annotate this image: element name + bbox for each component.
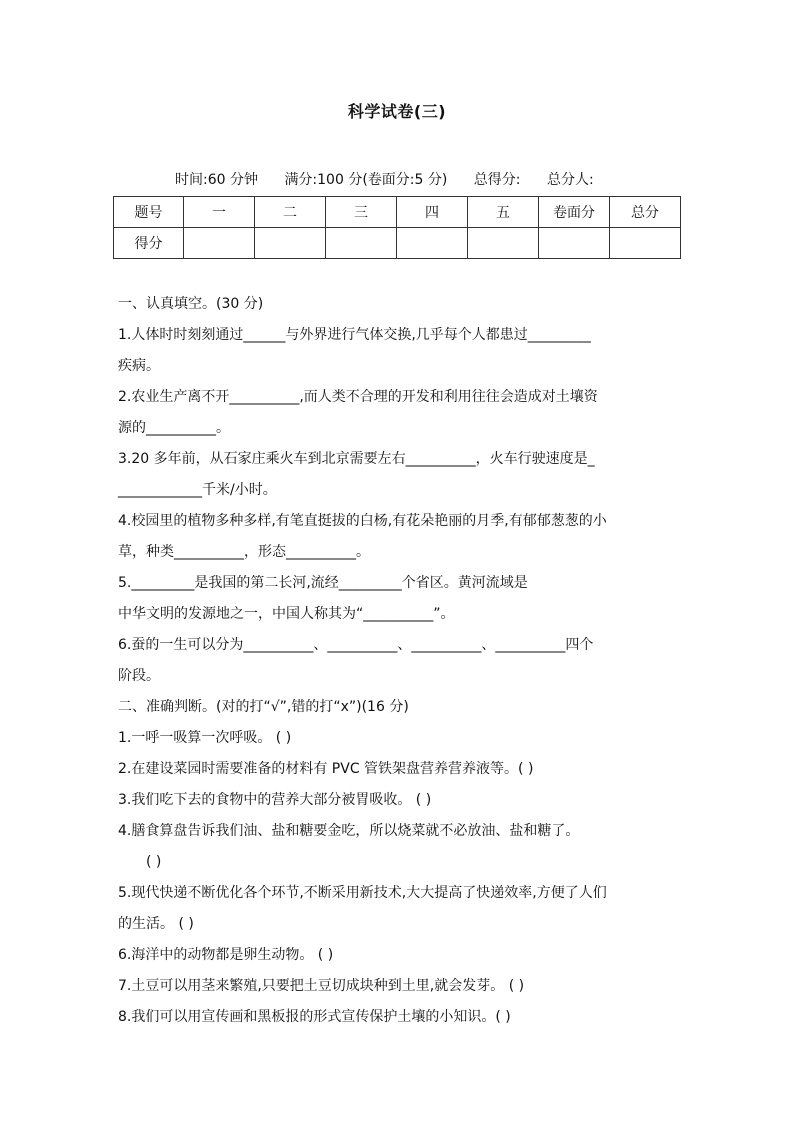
- judgement-2: 2.在建设菜园时需要准备的材料有 PVC 管铁架盘营养营养液等。( ): [118, 761, 534, 777]
- question-3-line: 3.20 多年前，从石家庄乘火车到北京需要左右__________，火车行驶速度是_: [118, 451, 595, 467]
- judgement-8: 8.我们可以用宣传画和黑板报的形式宣传保护土壤的小知识。( ): [118, 1009, 511, 1025]
- judgement-6: 6.海洋中的动物都是卵生动物。 ( ): [118, 947, 334, 963]
- score-cell[interactable]: [539, 228, 610, 259]
- score-table-row-label: 得分: [114, 228, 184, 259]
- question-6-line: 阶段。: [118, 668, 160, 684]
- exam-time: 时间:60 分钟: [175, 172, 258, 188]
- score-cell[interactable]: [468, 228, 539, 259]
- exam-full-score: 满分:100 分(卷面分:5 分): [284, 172, 448, 188]
- question-3-line: ____________千米/小时。: [118, 482, 277, 498]
- exam-meta: [175, 169, 594, 189]
- question-4-line: 4.校园里的植物多种多样,有笔直挺拔的白杨,有花朵艳丽的月季,有郁郁葱葱的小: [118, 513, 607, 529]
- section-heading-fill-blank: 一、认真填空。(30 分): [118, 296, 264, 312]
- judgement-7: 7.土豆可以用茎来繁殖,只要把土豆切成块种到土里,就会发芽。 ( ): [118, 978, 525, 994]
- question-4-line: 草，种类__________，形态__________。: [118, 544, 370, 560]
- score-table: [113, 196, 681, 259]
- question-2-line: 源的__________。: [118, 420, 230, 436]
- judgement-3: 3.我们吃下去的食物中的营养大部分被胃吸收。 ( ): [118, 792, 432, 808]
- score-cell[interactable]: [610, 228, 681, 259]
- judgement-1: 1.一呼一吸算一次呼吸。 ( ): [118, 730, 292, 746]
- question-5-line: 5._________是我国的第二长河,流经_________个省区。黄河流域是: [118, 575, 528, 591]
- section-heading-judgement: 二、准确判断。(对的打“√”,错的打“x”)(16 分): [118, 699, 409, 715]
- exam-total-score: 总得分:: [473, 172, 521, 188]
- score-cell[interactable]: [397, 228, 468, 259]
- score-table-header-cell: 题号: [114, 197, 184, 228]
- score-table-header-cell: 卷面分: [539, 197, 610, 228]
- exam-body: [118, 289, 678, 1033]
- exam-title: 科学试卷(三): [347, 102, 447, 121]
- question-1-line: 疾病。: [118, 358, 160, 374]
- score-cell[interactable]: [326, 228, 397, 259]
- question-6-line: 6.蚕的一生可以分为__________、__________、__________、__________四个: [118, 637, 594, 653]
- score-table-header-cell: 四: [397, 197, 468, 228]
- score-cell[interactable]: [255, 228, 326, 259]
- score-table-header-cell: 三: [326, 197, 397, 228]
- question-1-line: 1.人体时时刻刻通过______与外界进行气体交换,几乎每个人都患过_________: [118, 327, 591, 343]
- question-2-line: 2.农业生产离不开__________,而人类不合理的开发和利用往往会造成对土壤资: [118, 389, 598, 405]
- judgement-5: 5.现代快递不断优化各个环节,不断采用新技术,大大提高了快递效率,方便了人们: [118, 885, 607, 901]
- score-table-header-cell: 一: [184, 197, 255, 228]
- judgement-4: 4.膳食算盘告诉我们油、盐和糖要金吃，所以烧菜就不必放油、盐和糖了。: [118, 823, 580, 839]
- judgement-4-bracket: ( ): [146, 854, 162, 870]
- exam-scorer: 总分人:: [546, 172, 594, 188]
- question-5-line: 中华文明的发源地之一，中国人称其为“__________”。: [118, 606, 455, 622]
- score-table-header-cell: 总分: [610, 197, 681, 228]
- score-cell[interactable]: [184, 228, 255, 259]
- score-table-score-row: [114, 228, 681, 259]
- score-table-header-row: [114, 197, 681, 228]
- score-table-header-cell: 五: [468, 197, 539, 228]
- judgement-5: 的生活。 ( ): [118, 916, 194, 932]
- score-table-header-cell: 二: [255, 197, 326, 228]
